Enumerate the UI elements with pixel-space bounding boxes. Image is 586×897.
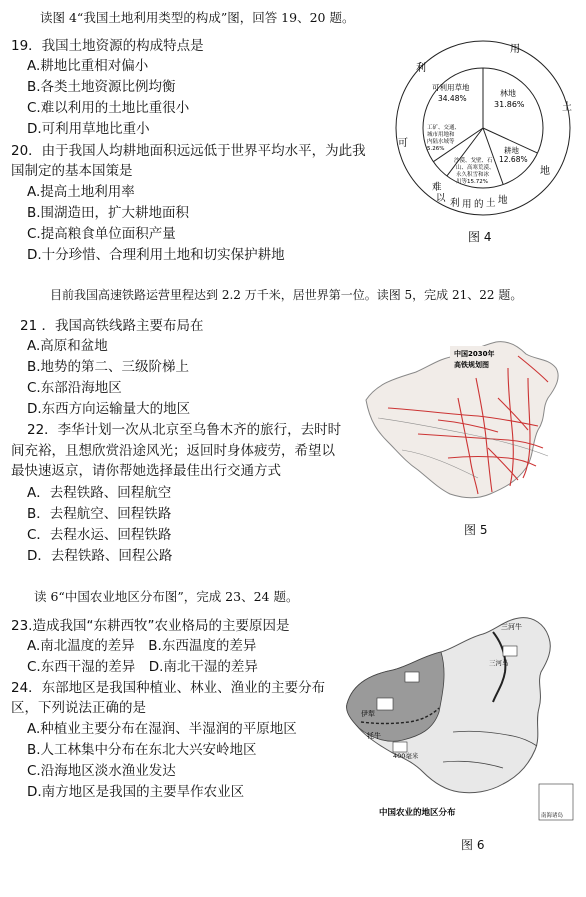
q21-option-d[interactable]: D.东西方向运输量大的地区: [27, 401, 191, 417]
q23-stem: 23.造成我国“东耕西牧”农业格局的主要原因是: [11, 618, 290, 634]
ring-char-de: 的: [474, 199, 484, 210]
agri-map-title: 中国农业的地区分布: [379, 808, 456, 818]
q21-stem: 21 ．我国高铁线路主要布局在: [20, 318, 204, 334]
q23-options-line1[interactable]: A.南北温度的差异 B.东西温度的差异: [27, 638, 257, 654]
q23-options-line2[interactable]: C.东西干湿的差异 D.南北干湿的差异: [27, 659, 258, 675]
map-label-isohyet: 400毫米: [393, 752, 419, 760]
section1-intro: 读图 4“我国土地利用类型的构成”图，回答 19、20 题。: [40, 10, 355, 25]
land-use-pie-chart: [388, 38, 578, 218]
pie-label-mine-2: 城市用地和: [427, 132, 455, 138]
figure5-caption: 图 5: [464, 523, 488, 537]
ring-char-li: 利: [416, 63, 426, 74]
q19-option-a[interactable]: A.耕地比重相对偏小: [27, 58, 149, 74]
ring-char-di2: 地: [498, 195, 508, 206]
q19-option-c[interactable]: C.难以利用的土地比重很小: [27, 100, 190, 116]
q22-option-a[interactable]: A．去程铁路、回程航空: [27, 485, 172, 501]
q24-stem-line2: 区，下列说法正确的是: [11, 700, 146, 716]
agriculture-map-figure: [343, 612, 579, 826]
q22-option-c[interactable]: C．去程水运、回程铁路: [27, 527, 172, 543]
ring-char-li2: 利: [450, 198, 460, 209]
q22-option-d[interactable]: D．去程铁路、回程公路: [27, 548, 173, 564]
q20-option-d[interactable]: D.十分珍惜、合理利用土地和切实保护耕地: [27, 247, 285, 263]
ring-char-ke: 可: [398, 138, 408, 149]
q20-option-c[interactable]: C.提高粮食单位面积产量: [27, 226, 176, 242]
ring-char-yi: 以: [436, 193, 446, 204]
pie-label-mine-3: 内陆水域等: [427, 139, 455, 145]
pie-label-mine-4: 5.26%: [427, 146, 445, 152]
q24-stem-line1: 24．东部地区是我国种植业、林业、渔业的主要分布: [11, 680, 326, 696]
ring-char-di: 地: [540, 166, 550, 177]
map-label-nanhai: 南海诸岛: [541, 813, 564, 819]
ring-char-tu2: 土: [486, 198, 496, 209]
q19-option-d[interactable]: D.可利用草地比重小: [27, 121, 150, 137]
pie-label-mine-1: 工矿、交通、: [427, 125, 461, 131]
q21-option-b[interactable]: B.地势的第二、三级阶梯上: [27, 359, 190, 375]
q20-stem-line1: 20．由于我国人均耕地面积远远低于世界平均水平，为此我: [11, 143, 366, 159]
q24-option-a[interactable]: A.种植业主要分布在湿润、半湿润的平原地区: [27, 721, 297, 737]
ring-char-nan: 难: [432, 182, 442, 193]
pie-label-grass: 可利用草地: [432, 83, 470, 92]
pie-label-desert-3: 永久积雪和冰: [456, 172, 490, 178]
q22-stem-line2: 间充裕，且想欣赏沿途风光；返回时身体疲劳，希望以: [11, 443, 335, 459]
q19-option-b[interactable]: B.各类土地资源比例均衡: [27, 79, 176, 95]
q20-option-b[interactable]: B.围湖造田，扩大耕地面积: [27, 205, 190, 221]
pie-label-forest-pct: 31.86%: [494, 100, 525, 109]
map-label-yili: 伊犁: [361, 710, 375, 718]
pie-label-desert-4: 川等15.72%: [456, 179, 488, 185]
figure6-caption: 图 6: [461, 838, 485, 852]
ring-char-tu: 土: [562, 102, 572, 113]
q24-option-d[interactable]: D.南方地区是我国的主要旱作农业区: [27, 784, 245, 800]
section3-intro: 读 6“中国农业地区分布图”，完成 23、24 题。: [34, 589, 299, 604]
q20-stem-line2: 国制定的基本国策是: [11, 163, 133, 179]
pie-label-desert-2: 山、高寒荒漠、: [456, 165, 495, 171]
map-label-sanhe-niu: 三河牛: [501, 623, 522, 631]
map-label-sanhe-ma: 三河马: [489, 659, 509, 667]
railway-map-figure: [358, 338, 572, 512]
pie-label-grass-pct: 34.48%: [438, 94, 467, 103]
q19-stem: 19．我国土地资源的构成特点是: [11, 38, 204, 54]
q22-option-b[interactable]: B．去程航空、回程铁路: [27, 506, 172, 522]
q22-stem-line3: 最快速返京，请你帮她选择最佳出行交通方式: [11, 463, 281, 479]
ring-char-yong: 用: [510, 44, 520, 55]
pastoral-region-shade: [347, 652, 444, 741]
q22-stem-line1: 22．李华计划一次从北京至乌鲁木齐的旅行，去时时: [27, 422, 342, 438]
q21-option-a[interactable]: A.高原和盆地: [27, 338, 108, 354]
q24-option-b[interactable]: B.人工林集中分布在东北大兴安岭地区: [27, 742, 257, 758]
pie-label-farm-pct: 12.68%: [499, 155, 528, 164]
ring-char-yong2: 用: [462, 199, 472, 210]
pie-label-forest: 林地: [500, 89, 516, 98]
pie-label-farm: 耕地: [504, 146, 519, 155]
q20-option-a[interactable]: A.提高土地利用率: [27, 184, 135, 200]
q24-option-c[interactable]: C.沿海地区淡水渔业发达: [27, 763, 176, 779]
q21-option-c[interactable]: C.东部沿海地区: [27, 380, 122, 396]
figure4-caption: 图 4: [468, 230, 492, 244]
map-label-yak: 牦牛: [367, 732, 381, 740]
map-title-line1: 中国2030年: [454, 350, 495, 358]
map-title-line2: 高铁规划图: [454, 361, 489, 369]
pie-label-desert-1: 沙漠、戈壁、石: [454, 158, 493, 164]
section2-intro: 目前我国高速铁路运营里程达到 2.2 万千米，居世界第一位。读图 5，完成 21、22 题。: [50, 288, 523, 302]
